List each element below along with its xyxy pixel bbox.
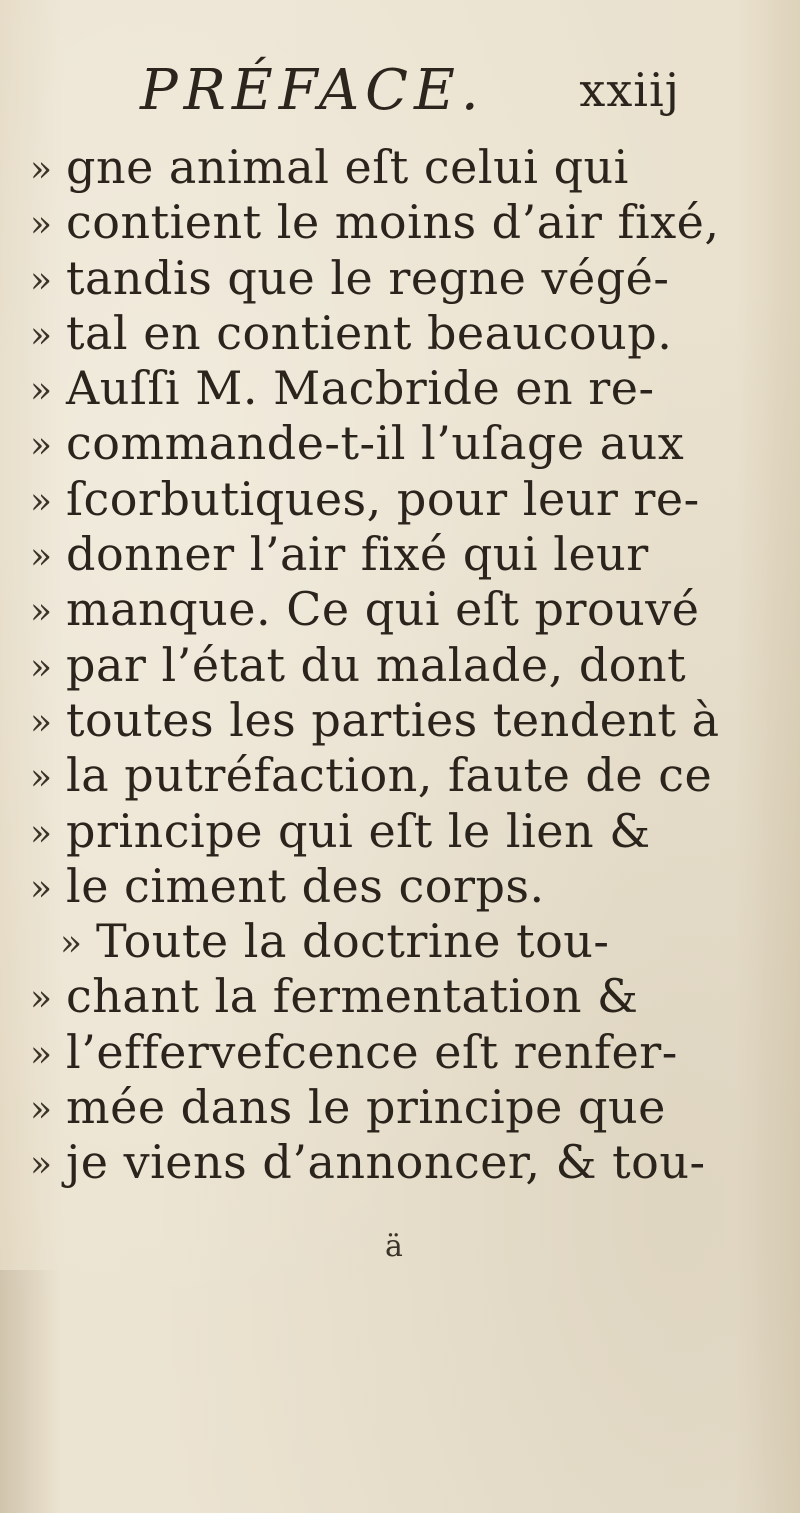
line-text: je viens d’annoncer, & tou- [66,1135,706,1190]
running-title: PRÉFACE. [140,58,485,123]
quote-mark: » [30,204,53,246]
quote-mark: » [30,370,53,412]
text-line [30,914,790,969]
line-text: tandis que le regne végé- [66,250,670,305]
line-text: commande-t-il l’uſage aux [66,416,685,471]
text-line [30,306,790,361]
quote-mark: » [30,701,53,743]
text-line [30,1080,790,1135]
quote-mark: » [30,646,53,688]
line-text: contient le moins d’air fixé, [66,195,720,250]
text-line [30,527,790,582]
text-line [30,748,790,803]
quote-mark: » [30,425,53,467]
text-line [30,1135,790,1190]
quote-mark: » [30,591,53,633]
line-text: Auſſi M. Macbride en re- [66,361,655,416]
text-line [30,195,790,250]
line-text: l’effervefcence eſt renfer- [66,1024,678,1079]
text-line [30,638,790,693]
text-line [30,693,790,748]
line-text: tal en contient beaucoup. [66,305,673,360]
text-line [30,859,790,914]
quote-mark: » [30,1144,53,1186]
quote-mark: » [30,480,53,522]
text-line [30,804,790,859]
quote-mark: » [30,757,53,799]
quote-mark: » [30,812,53,854]
text-line [30,416,790,471]
line-text: mée dans le principe que [66,1080,666,1135]
page-header [140,55,680,125]
text-line [30,251,790,306]
quote-mark: » [30,149,53,190]
quote-mark: » [30,314,53,356]
quote-mark: » [30,1033,53,1075]
text-line [30,472,790,527]
page-edge-shadow [0,1270,60,1513]
text-line [30,1025,790,1080]
text-line [30,140,790,195]
line-text: la putréfaction, faute de ce [66,748,713,803]
body-text [30,140,790,1191]
page-number: xxiij [579,63,680,117]
line-text: donner l’air fixé qui leur [66,527,649,582]
quote-mark: » [30,978,53,1020]
text-line [30,582,790,637]
text-line [30,969,790,1024]
quote-mark: » [30,536,53,578]
quote-mark: » [30,1089,53,1131]
line-text: chant la fermentation & [66,969,639,1024]
signature-mark: ä [385,1229,403,1264]
line-text: toutes les parties tendent à [66,692,720,747]
line-text: manque. Ce qui eſt prouvé [66,582,700,637]
quote-mark: » [60,923,83,965]
quote-mark: » [30,867,53,909]
text-line [30,361,790,416]
quote-mark: » [30,259,53,301]
line-text: le ciment des corps. [66,858,545,913]
line-text: gne animal eſt celui qui [66,140,629,194]
line-text: par l’état du malade, dont [66,637,687,692]
line-text: principe qui eſt le lien & [66,803,651,858]
line-text: Toute la doctrine tou- [96,914,610,969]
line-text: ſcorbutiques, pour leur re- [66,471,700,526]
